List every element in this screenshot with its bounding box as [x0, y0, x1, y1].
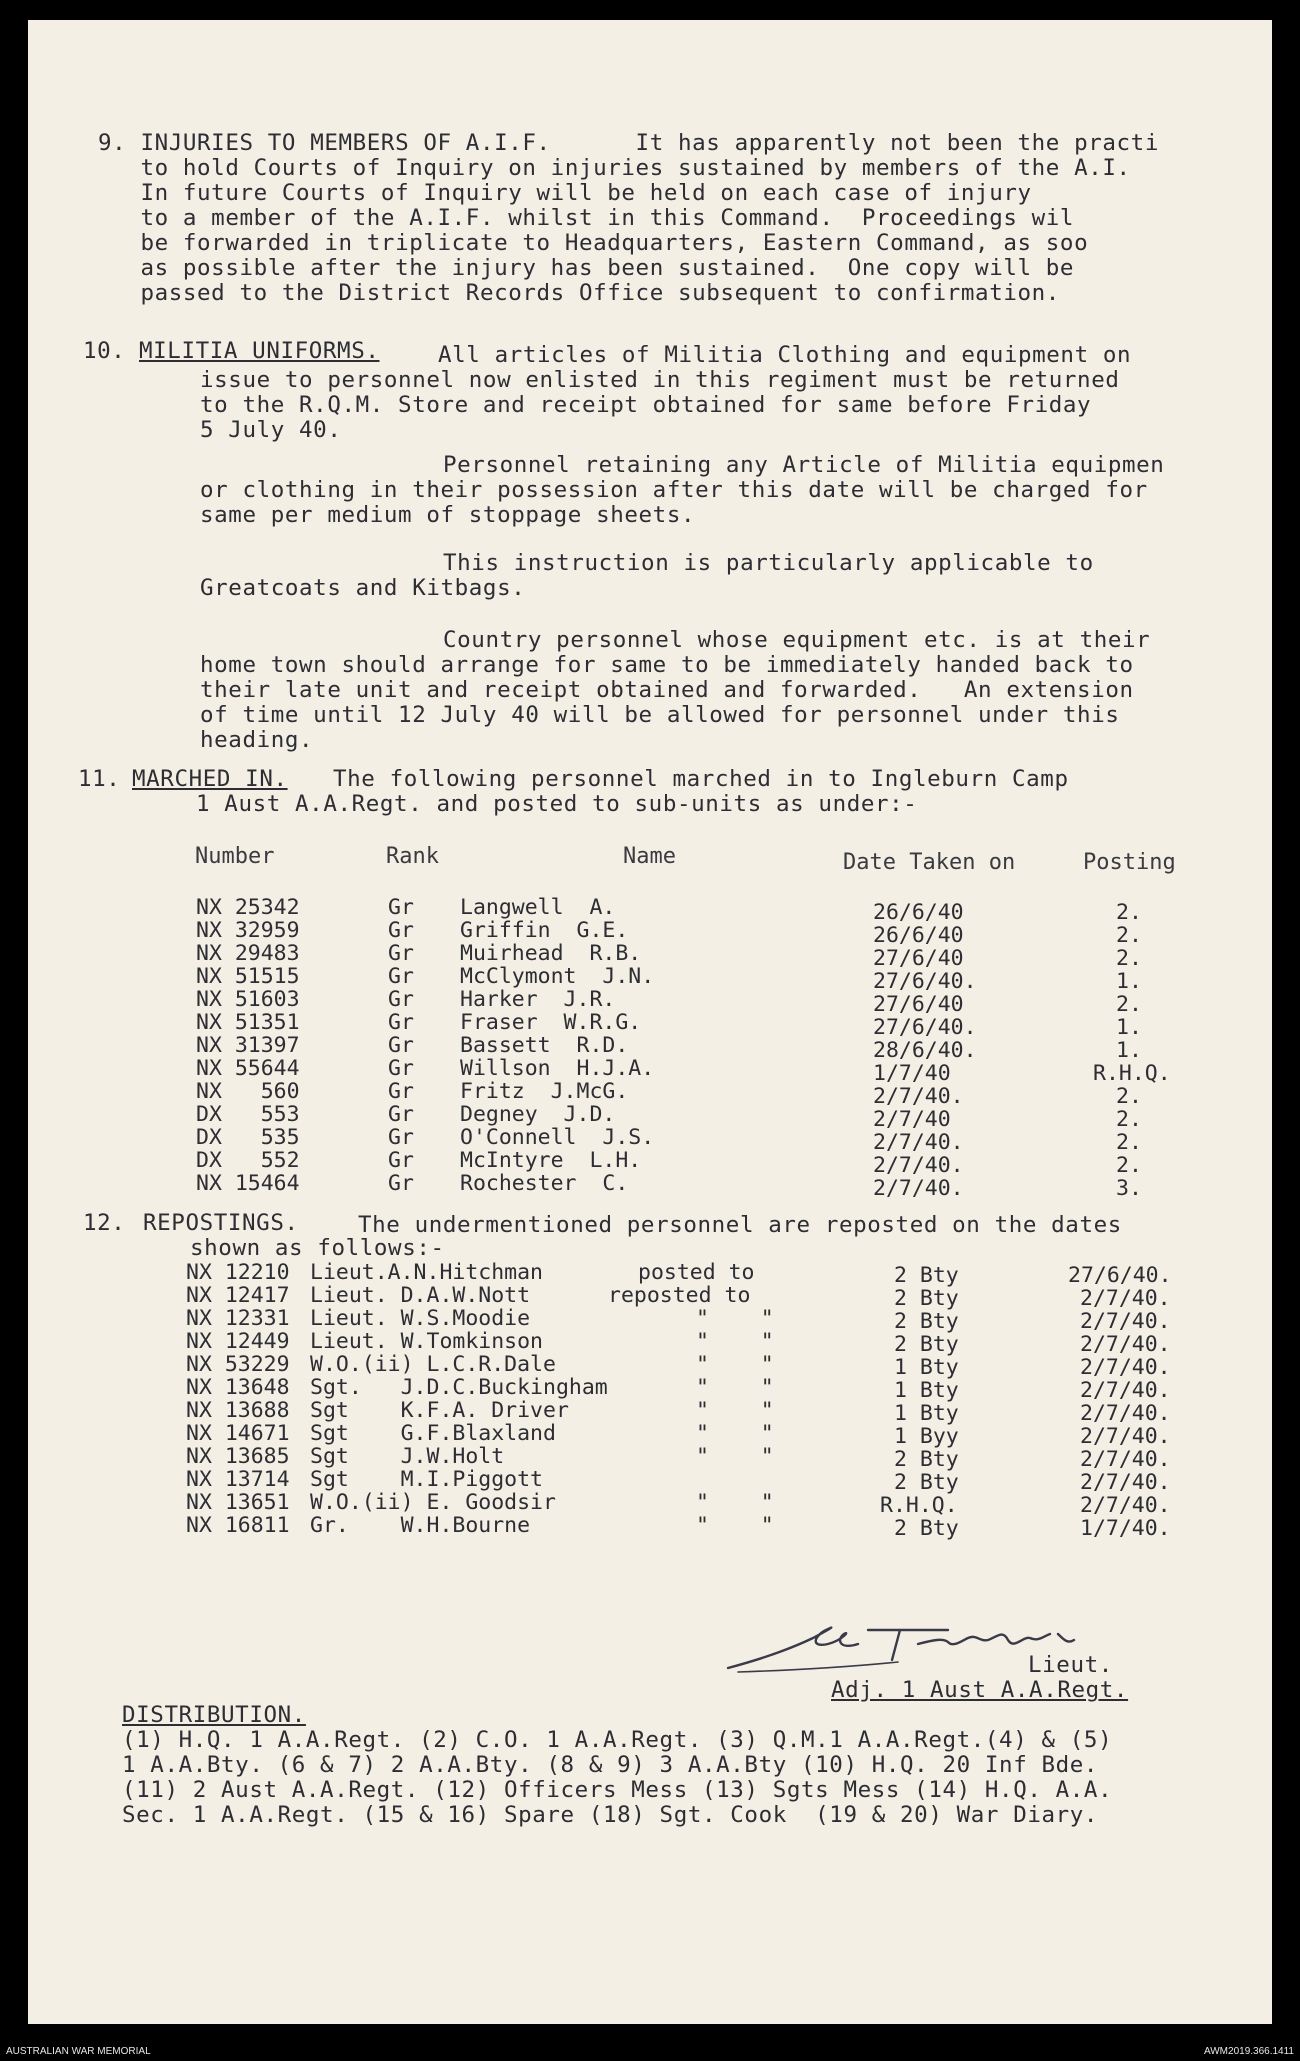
- cell-date: 1/7/40.: [1080, 1516, 1171, 1541]
- cell-name: McClymont J.N.: [460, 964, 655, 989]
- text-line: (1) H.Q. 1 A.A.Regt. (2) C.O. 1 A.A.Regt. (3) Q.M.1 A.A.Regt.(4) & (5): [122, 1727, 1113, 1753]
- cell-action: " ": [696, 1444, 774, 1469]
- text-line: to a member of the A.I.F. whilst in this Command. Proceedings wil: [98, 205, 1075, 231]
- cell-name: Bassett R.D.: [460, 1033, 629, 1058]
- text-line: same per medium of stoppage sheets.: [200, 502, 696, 528]
- cell-name: Griffin G.E.: [460, 918, 629, 943]
- cell-rank: Gr: [388, 964, 414, 989]
- cell-date: 1/7/40: [873, 1061, 951, 1086]
- cell-date: 26/6/40: [873, 923, 964, 948]
- cell-posting: 3.: [1116, 1176, 1142, 1201]
- cell-posting: 2.: [1116, 923, 1142, 948]
- cell-name: Lieut. W.S.Moodie: [310, 1306, 531, 1331]
- text-line: Sec. 1 A.A.Regt. (15 & 16) Spare (18) Sgt. Cook (19 & 20) War Diary.: [122, 1802, 1099, 1828]
- cell-unit: 1 Bty: [894, 1401, 959, 1426]
- cell-date: 2/7/40.: [1080, 1309, 1171, 1334]
- cell-name: Muirhead R.B.: [460, 941, 642, 966]
- cell-posting: 2.: [1116, 992, 1142, 1017]
- cell-date: 2/7/40.: [1080, 1355, 1171, 1380]
- cell-date: 2/7/40.: [873, 1153, 964, 1178]
- text-line: This instruction is particularly applicable to: [443, 550, 1094, 576]
- text-line: to the R.Q.M. Store and receipt obtained for same before Friday: [200, 392, 1092, 418]
- cell-number: NX 15464: [196, 1171, 300, 1196]
- cell-posting: 2.: [1116, 1130, 1142, 1155]
- text-line: Country personnel whose equipment etc. is at their: [443, 627, 1151, 653]
- cell-unit: R.H.Q.: [880, 1493, 958, 1518]
- cell-action: " ": [696, 1329, 774, 1354]
- cell-date: 2/7/40.: [1080, 1493, 1171, 1518]
- cell-number: NX 29483: [196, 941, 300, 966]
- cell-rank: Gr: [388, 1148, 414, 1173]
- cell-unit: 2 Bty: [894, 1516, 959, 1541]
- cell-posting: 2.: [1116, 1153, 1142, 1178]
- cell-name: Lieut. W.Tomkinson: [310, 1329, 543, 1354]
- cell-name: W.O.(ii) E. Goodsir: [310, 1490, 556, 1515]
- cell-number: NX 14671: [186, 1421, 290, 1446]
- cell-name: Sgt. J.D.C.Buckingham: [310, 1375, 608, 1400]
- section-number: 10.: [83, 338, 126, 364]
- archive-credit: AUSTRALIAN WAR MEMORIAL: [6, 2046, 151, 2057]
- cell-date: 2/7/40.: [1080, 1286, 1171, 1311]
- signatory-title: Adj. 1 Aust A.A.Regt.: [831, 1677, 1129, 1703]
- cell-posting: 1.: [1116, 1015, 1142, 1040]
- cell-action: " ": [696, 1375, 774, 1400]
- cell-action: posted to: [638, 1260, 755, 1285]
- cell-name: Lieut. D.A.W.Nott: [310, 1283, 531, 1308]
- cell-rank: Gr: [388, 918, 414, 943]
- cell-name: Sgt G.F.Blaxland: [310, 1421, 556, 1446]
- cell-number: DX 553: [196, 1102, 300, 1127]
- cell-rank: Gr: [388, 1056, 414, 1081]
- cell-name: Gr. W.H.Bourne: [310, 1513, 531, 1538]
- text-line: (11) 2 Aust A.A.Regt. (12) Officers Mess (13) Sgts Mess (14) H.Q. A.A.: [122, 1777, 1113, 1803]
- cell-number: NX 53229: [186, 1352, 290, 1377]
- cell-number: NX 13651: [186, 1490, 290, 1515]
- cell-date: 2/7/40.: [1080, 1378, 1171, 1403]
- text-line: 1 Aust A.A.Regt. and posted to sub-units as under:-: [196, 791, 918, 817]
- column-header: Name: [623, 844, 676, 869]
- cell-date: 26/6/40: [873, 900, 964, 925]
- cell-posting: 1.: [1116, 969, 1142, 994]
- cell-number: NX 51515: [196, 964, 300, 989]
- text-line: In future Courts of Inquiry will be held on each case of injury: [98, 180, 1032, 206]
- cell-date: 2/7/40.: [873, 1084, 964, 1109]
- text-line: be forwarded in triplicate to Headquarters, Eastern Command, as soo: [98, 230, 1089, 256]
- cell-posting: 2.: [1116, 1084, 1142, 1109]
- cell-name: Harker J.R.: [460, 987, 616, 1012]
- cell-number: NX 12449: [186, 1329, 290, 1354]
- cell-date: 2/7/40.: [1080, 1401, 1171, 1426]
- cell-number: NX 32959: [196, 918, 300, 943]
- column-header: Number: [195, 844, 275, 869]
- text-line: 5 July 40.: [200, 417, 342, 443]
- cell-date: 27/6/40.: [1068, 1263, 1172, 1288]
- text-line: to hold Courts of Inquiry on injuries sustained by members of the A.I.: [98, 155, 1131, 181]
- cell-rank: Gr: [388, 1010, 414, 1035]
- text-line: 1 A.A.Bty. (6 & 7) 2 A.A.Bty. (8 & 9) 3 A.A.Bty (10) H.Q. 20 Inf Bde.: [122, 1752, 1099, 1778]
- signatory-rank: Lieut.: [1028, 1652, 1113, 1678]
- cell-date: 2/7/40.: [873, 1176, 964, 1201]
- cell-rank: Gr: [388, 987, 414, 1012]
- section-number: 12.: [83, 1210, 126, 1236]
- cell-number: NX 12210: [186, 1260, 290, 1285]
- cell-unit: 2 Bty: [894, 1286, 959, 1311]
- cell-posting: 1.: [1116, 1038, 1142, 1063]
- cell-name: Fraser W.R.G.: [460, 1010, 642, 1035]
- column-header: Posting: [1083, 850, 1176, 875]
- cell-number: DX 552: [196, 1148, 300, 1173]
- text-line: issue to personnel now enlisted in this regiment must be returned: [200, 367, 1120, 393]
- cell-unit: 2 Bty: [894, 1470, 959, 1495]
- cell-name: Degney J.D.: [460, 1102, 616, 1127]
- archive-reference: AWM2019.366.1411: [1203, 2046, 1294, 2057]
- cell-name: Sgt K.F.A. Driver: [310, 1398, 569, 1423]
- cell-posting: 2.: [1116, 946, 1142, 971]
- cell-rank: Gr: [388, 1079, 414, 1104]
- distribution-heading: DISTRIBUTION.: [122, 1702, 306, 1728]
- cell-rank: Gr: [388, 1102, 414, 1127]
- cell-date: 2/7/40.: [1080, 1470, 1171, 1495]
- cell-name: McIntyre L.H.: [460, 1148, 642, 1173]
- cell-unit: 2 Bty: [894, 1263, 959, 1288]
- cell-action: " ": [696, 1306, 774, 1331]
- text-line: shown as follows:-: [190, 1235, 445, 1261]
- cell-unit: 1 Byy: [894, 1424, 959, 1449]
- cell-date: 27/6/40.: [873, 969, 977, 994]
- section-heading: MARCHED IN.: [132, 766, 288, 792]
- cell-action: reposted to: [608, 1283, 751, 1308]
- cell-date: 2/7/40.: [1080, 1332, 1171, 1357]
- cell-date: 2/7/40: [873, 1107, 951, 1132]
- cell-unit: 2 Bty: [894, 1447, 959, 1472]
- cell-number: NX 55644: [196, 1056, 300, 1081]
- cell-date: 27/6/40: [873, 946, 964, 971]
- cell-number: NX 51351: [196, 1010, 300, 1035]
- text-line: passed to the District Records Office subsequent to confirmation.: [98, 280, 1060, 306]
- cell-date: 2/7/40.: [1080, 1424, 1171, 1449]
- text-line: All articles of Militia Clothing and equipment on: [438, 342, 1132, 368]
- cell-number: NX 13688: [186, 1398, 290, 1423]
- cell-number: NX 12331: [186, 1306, 290, 1331]
- cell-name: W.O.(ii) L.C.R.Dale: [310, 1352, 556, 1377]
- cell-action: " ": [696, 1352, 774, 1377]
- cell-number: NX 560: [196, 1079, 300, 1104]
- cell-unit: 1 Bty: [894, 1355, 959, 1380]
- cell-number: NX 12417: [186, 1283, 290, 1308]
- cell-number: NX 25342: [196, 895, 300, 920]
- cell-action: " ": [696, 1421, 774, 1446]
- cell-name: Sgt J.W.Holt: [310, 1444, 505, 1469]
- cell-rank: Gr: [388, 1125, 414, 1150]
- cell-date: 28/6/40.: [873, 1038, 977, 1063]
- cell-rank: Gr: [388, 1033, 414, 1058]
- text-line: Personnel retaining any Article of Militia equipmen: [443, 452, 1165, 478]
- cell-number: DX 535: [196, 1125, 300, 1150]
- section-heading: MILITIA UNIFORMS.: [139, 338, 380, 364]
- cell-number: NX 13648: [186, 1375, 290, 1400]
- cell-name: Fritz J.McG.: [460, 1079, 629, 1104]
- cell-rank: Gr: [388, 941, 414, 966]
- cell-action: " ": [696, 1513, 774, 1538]
- cell-posting: 2.: [1116, 900, 1142, 925]
- cell-unit: 1 Bty: [894, 1378, 959, 1403]
- cell-action: " ": [696, 1398, 774, 1423]
- cell-date: 2/7/40.: [873, 1130, 964, 1155]
- cell-name: Lieut.A.N.Hitchman: [310, 1260, 543, 1285]
- cell-name: Sgt M.I.Piggott: [310, 1467, 543, 1492]
- cell-date: 2/7/40.: [1080, 1447, 1171, 1472]
- text-line: their late unit and receipt obtained and forwarded. An extension: [200, 677, 1134, 703]
- cell-date: 27/6/40: [873, 992, 964, 1017]
- cell-number: NX 51603: [196, 987, 300, 1012]
- cell-number: NX 31397: [196, 1033, 300, 1058]
- cell-number: NX 13714: [186, 1467, 290, 1492]
- section-number: 11.: [78, 766, 121, 792]
- text-line: Greatcoats and Kitbags.: [200, 575, 526, 601]
- column-header: Rank: [386, 844, 439, 869]
- cell-name: Langwell A.: [460, 895, 616, 920]
- cell-posting: 2.: [1116, 1107, 1142, 1132]
- text-line: or clothing in their possession after this date will be charged for: [200, 477, 1148, 503]
- cell-date: 27/6/40.: [873, 1015, 977, 1040]
- text-line: of time until 12 July 40 will be allowed for personnel under this: [200, 702, 1120, 728]
- cell-name: O'Connell J.S.: [460, 1125, 655, 1150]
- cell-unit: 2 Bty: [894, 1332, 959, 1357]
- cell-rank: Gr: [388, 1171, 414, 1196]
- document-page: [28, 20, 1272, 2024]
- cell-posting: R.H.Q.: [1093, 1061, 1171, 1086]
- cell-unit: 2 Bty: [894, 1309, 959, 1334]
- cell-name: Willson H.J.A.: [460, 1056, 655, 1081]
- text-line: The following personnel marched in to Ingleburn Camp: [333, 766, 1069, 792]
- column-header: Date Taken on: [843, 850, 1016, 875]
- text-line: 9. INJURIES TO MEMBERS OF A.I.F. It has apparently not been the practi: [98, 130, 1159, 156]
- cell-action: " ": [696, 1490, 774, 1515]
- section-heading: REPOSTINGS.: [143, 1210, 299, 1236]
- cell-name: Rochester C.: [460, 1171, 629, 1196]
- text-line: as possible after the injury has been sustained. One copy will be: [98, 255, 1075, 281]
- cell-rank: Gr: [388, 895, 414, 920]
- cell-number: NX 13685: [186, 1444, 290, 1469]
- cell-number: NX 16811: [186, 1513, 290, 1538]
- text-line: home town should arrange for same to be immediately handed back to: [200, 652, 1134, 678]
- text-line: The undermentioned personnel are reposted on the dates: [358, 1212, 1122, 1238]
- text-line: heading.: [200, 727, 314, 753]
